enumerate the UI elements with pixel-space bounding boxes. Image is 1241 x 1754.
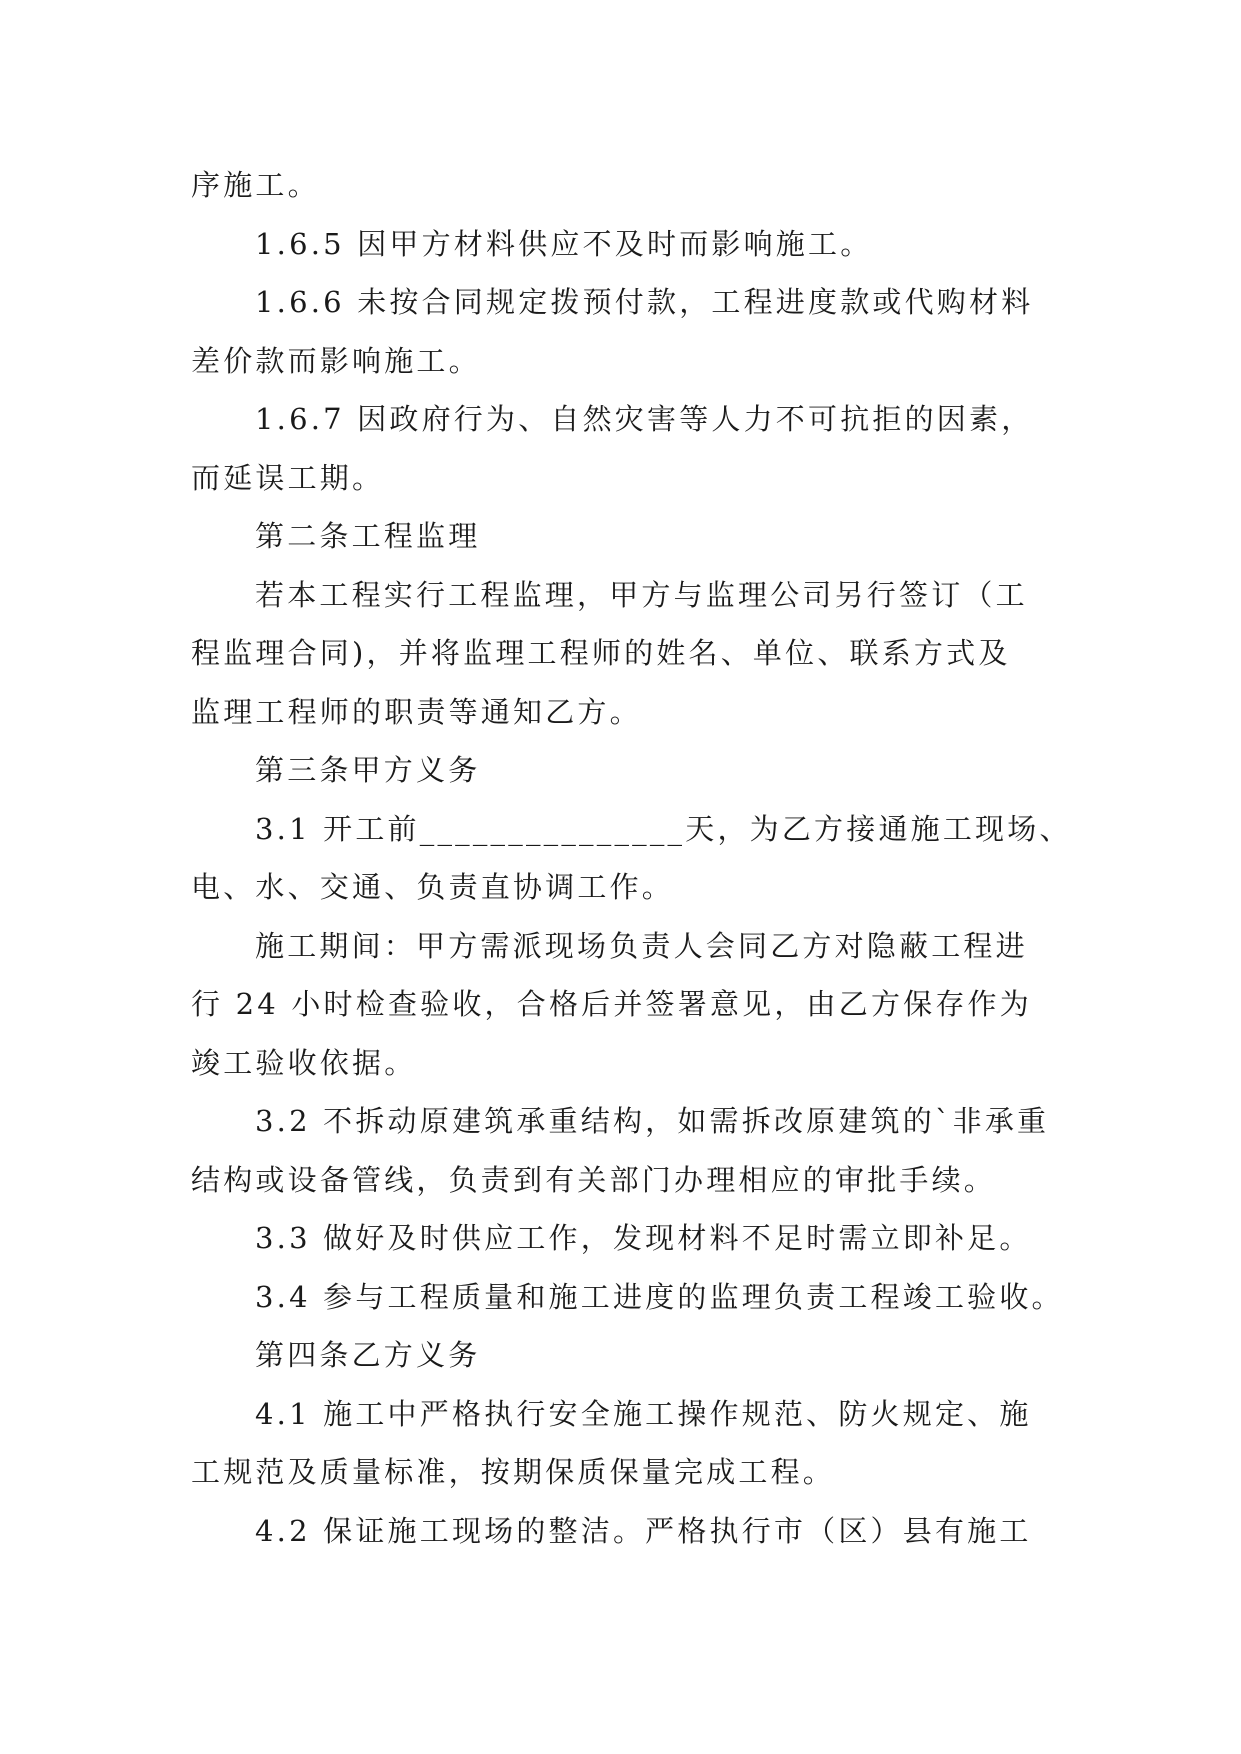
text-line: 工规范及质量标准，按期保质保量完成工程。 <box>191 1455 836 1489</box>
text-line: 1.6.6 未按合同规定拨预付款，工程进度款或代购材料 <box>255 285 1034 319</box>
text-line: 施工期间：甲方需派现场负责人会同乙方对隐蔽工程进 <box>255 928 1028 963</box>
text-line: 1.6.5 因甲方材料供应不及时而影响施工。 <box>255 226 873 261</box>
text-line: 程监理合同)，并将监理工程师的姓名、单位、联系方式及 <box>191 636 1011 670</box>
text-line: 竣工验收依据。 <box>191 1045 417 1080</box>
text-line: 差价款而影响施工。 <box>191 343 481 378</box>
text-line: 监理工程师的职责等通知乙方。 <box>191 694 642 729</box>
text-line: 序施工。 <box>191 168 320 202</box>
text-line: 结构或设备管线，负责到有关部门办理相应的审批手续。 <box>191 1162 997 1197</box>
text-line: 行 24 小时检查验收，合格后并签署意见，由乙方保存作为 <box>191 987 1032 1021</box>
text-line: 电、水、交通、负责直协调工作。 <box>191 870 675 904</box>
section-heading: 第四条乙方义务 <box>255 1338 481 1372</box>
section-heading: 第三条甲方义务 <box>255 753 481 787</box>
text-line: 若本工程实行工程监理，甲方与监理公司另行签订（工 <box>255 577 1028 612</box>
text-line: 3.1 开工前_______________天，为乙方接通施工现场、 <box>255 811 1072 846</box>
document-page <box>191 156 1072 1560</box>
text-line: 4.1 施工中严格执行安全施工操作规范、防火规定、施 <box>255 1396 1032 1431</box>
text-line: 4.2 保证施工现场的整洁。严格执行市（区）县有施工 <box>255 1513 1032 1548</box>
text-line: 3.3 做好及时供应工作，发现材料不足时需立即补足。 <box>255 1221 1032 1255</box>
text-line: 3.2 不拆动原建筑承重结构，如需拆改原建筑的`非承重 <box>255 1104 1050 1138</box>
text-line: 而延误工期。 <box>191 460 385 495</box>
text-line: 3.4 参与工程质量和施工进度的监理负责工程竣工验收。 <box>255 1279 1064 1314</box>
text-line: 1.6.7 因政府行为、自然灾害等人力不可抗拒的因素， <box>255 402 1034 436</box>
section-heading: 第二条工程监理 <box>255 519 481 553</box>
